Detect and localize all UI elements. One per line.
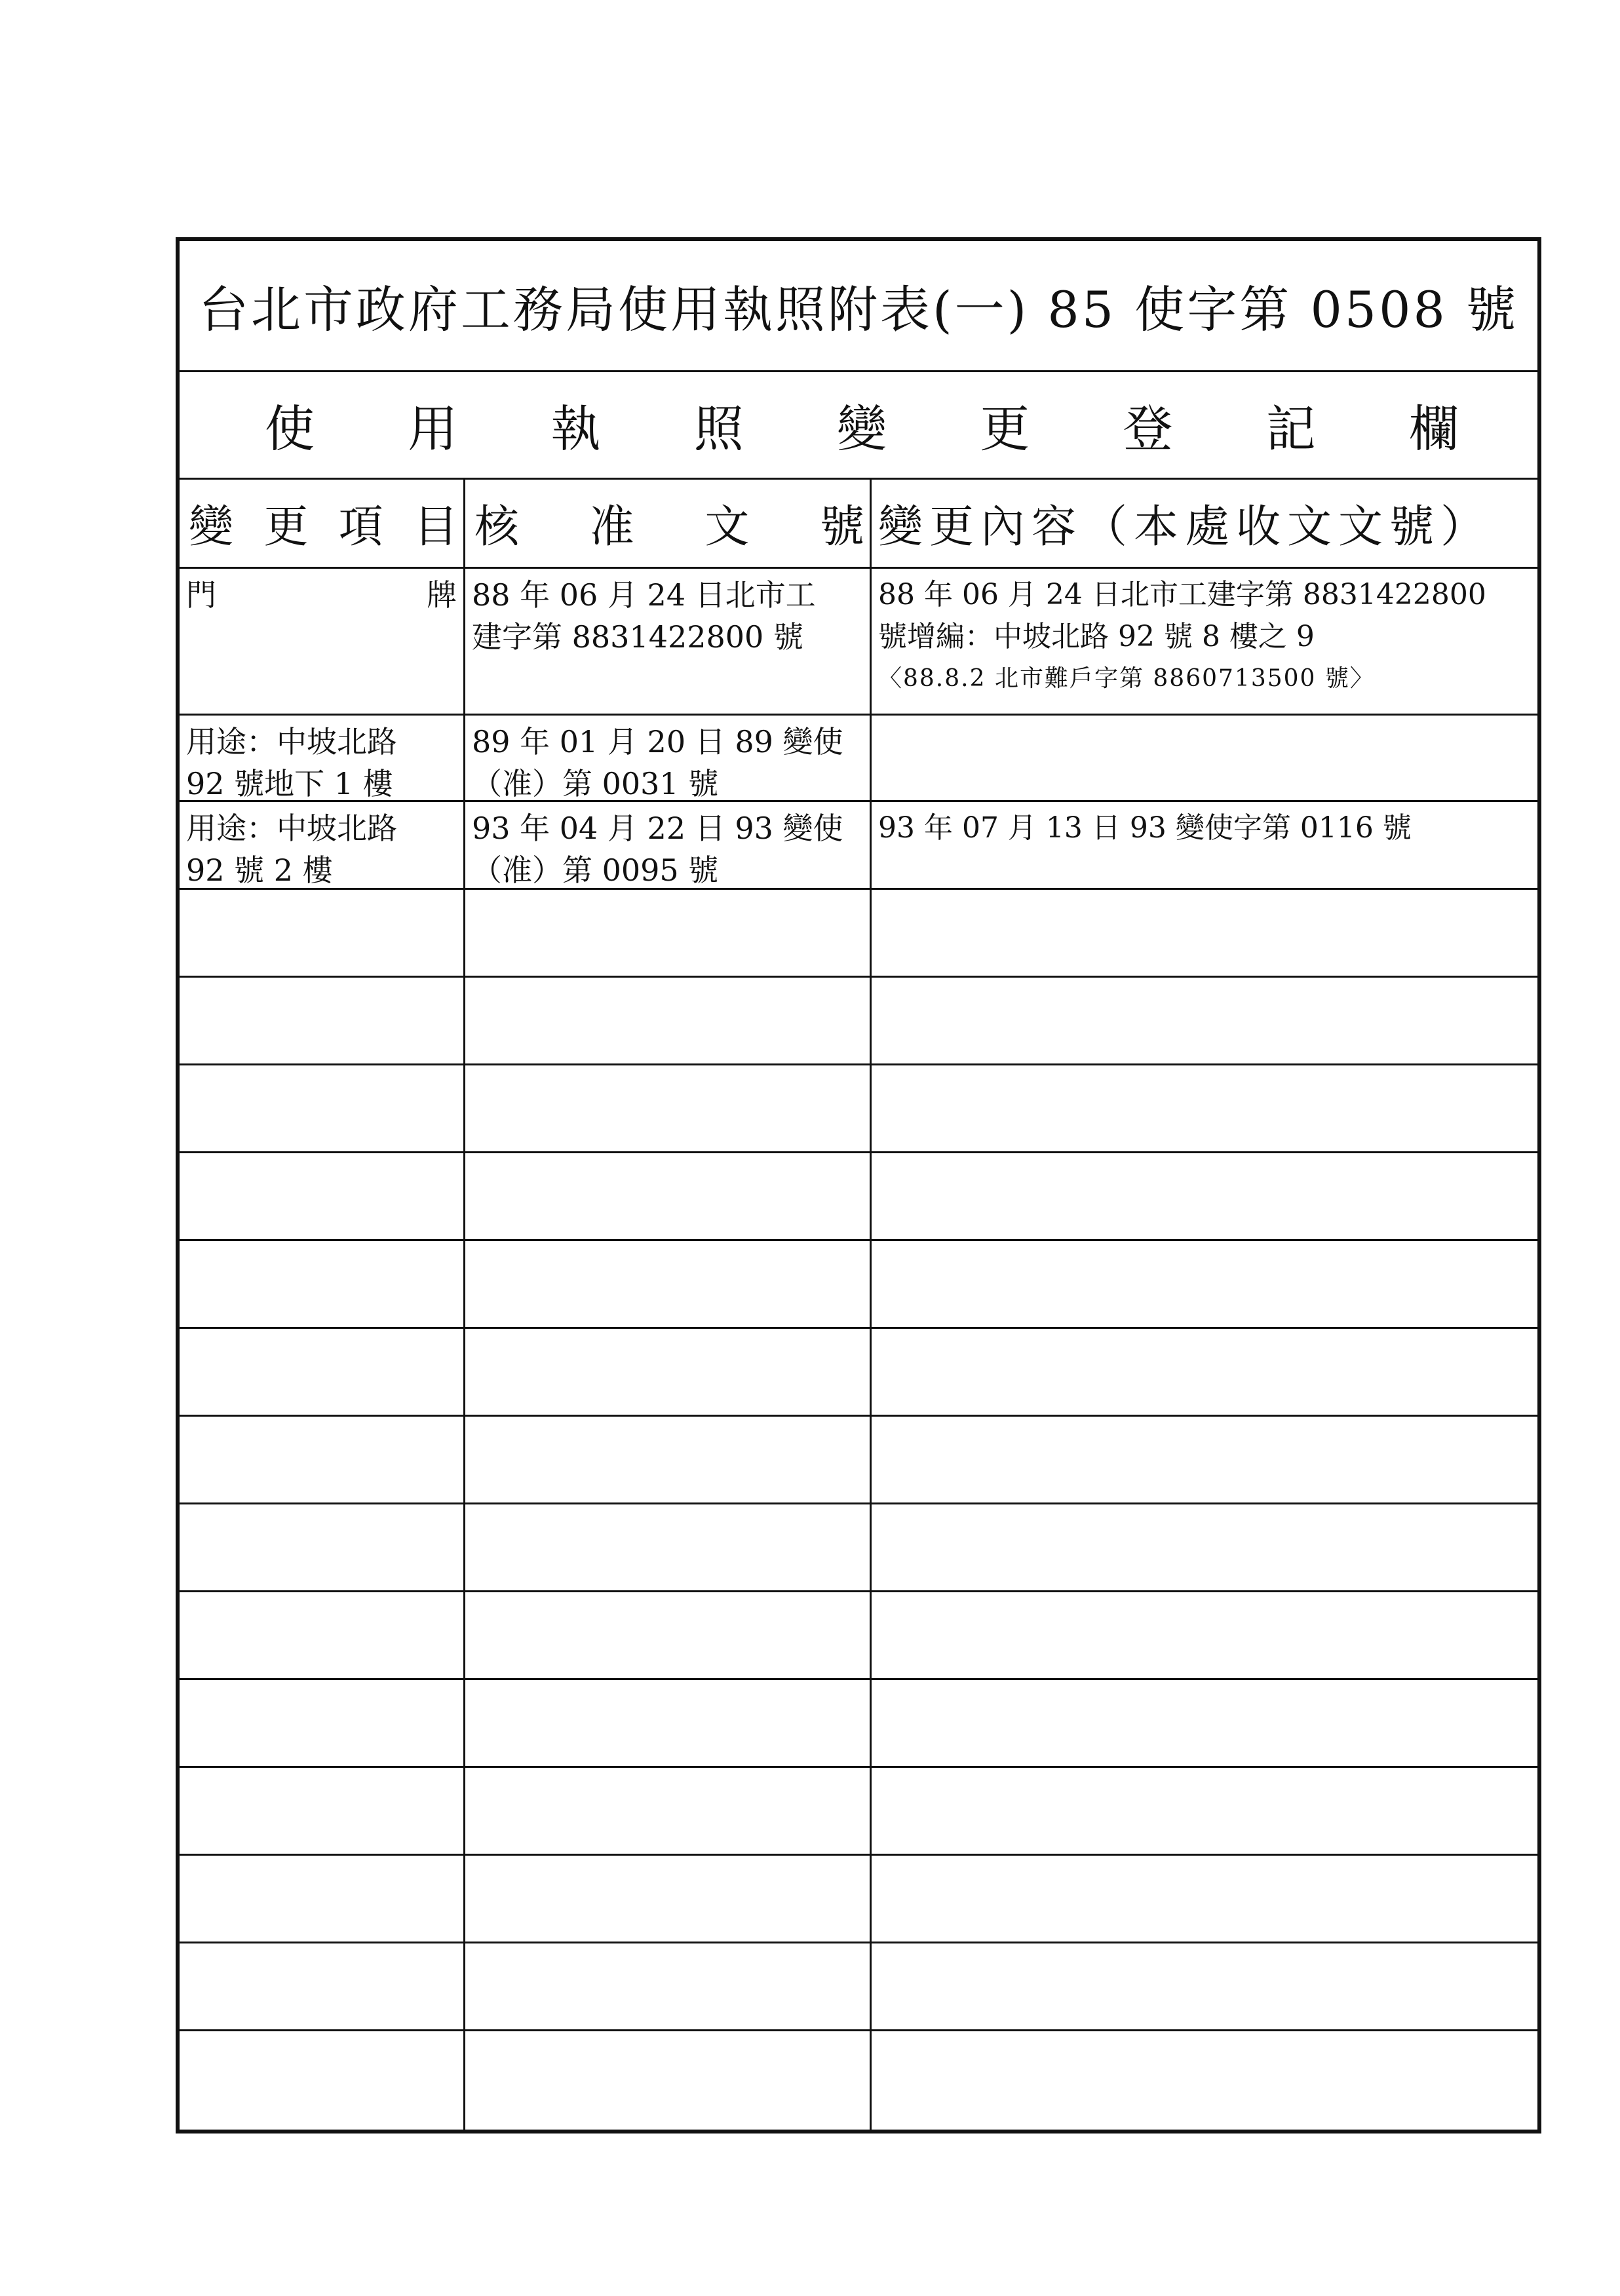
heading-char: 欄 [1409,400,1459,458]
heading-char: 變 [837,400,887,458]
item-label: 門 牌 [186,577,457,613]
empty-row [180,978,1537,1065]
table-row [180,569,1537,716]
empty-row [180,1329,1537,1417]
empty-row [180,1153,1537,1241]
empty-row [180,1065,1537,1153]
column-header-content: 變更內容（本處收文文號） [878,501,1492,553]
empty-row [180,1417,1537,1504]
column-header-row [180,480,1537,569]
heading-char: 執 [550,400,601,458]
approval-cell: 89 年 01 月 20 日 89 變使 （准）第 0031 號 [465,716,872,800]
empty-row [180,890,1537,978]
approval-cell: 93 年 04 月 22 日 93 變使 （准）第 0095 號 [465,802,872,888]
heading-char: 登 [1123,400,1173,458]
license-table [176,237,1541,2133]
content-cell: 93 年 07 月 13 日 93 變使字第 0116 號 [878,811,1412,845]
empty-row [180,1241,1537,1329]
heading-char: 記 [1265,400,1316,458]
item-cell [180,569,465,714]
column-header-item: 變 更 項 目 [180,480,465,567]
heading-char: 使 [265,400,315,458]
content-cell: 88 年 06 月 24 日北市工建字第 8831422800 號增編：中坡北路 92 號 8 樓之 9 〈88.8.2 北市難戶字第 8860713500 號〉 [878,578,1486,692]
item-cell: 用途：中坡北路 92 號 2 樓 [180,802,465,888]
empty-row [180,1680,1537,1768]
heading-char: 用 [408,400,458,458]
approval-cell: 88 年 06 月 24 日北市工 建字第 8831422800 號 [465,569,872,714]
empty-row [180,1943,1537,2031]
empty-row [180,1856,1537,1943]
empty-row [180,1504,1537,1592]
heading-char: 照 [693,400,744,458]
column-header-approval: 核 准 文 號 [465,480,872,567]
empty-row [180,2031,1537,2130]
empty-row [180,1768,1537,1856]
section-heading [180,372,1537,480]
content-cell [872,716,1537,800]
item-cell: 用途：中坡北路 92 號地下 1 樓 [180,716,465,800]
table-row [180,802,1537,890]
table-row [180,716,1537,802]
heading-char: 更 [980,400,1030,458]
document-title: 台北市政府工務局使用執照附表(一) 85 使字第 0508 號 [180,241,1537,372]
empty-row [180,1592,1537,1680]
